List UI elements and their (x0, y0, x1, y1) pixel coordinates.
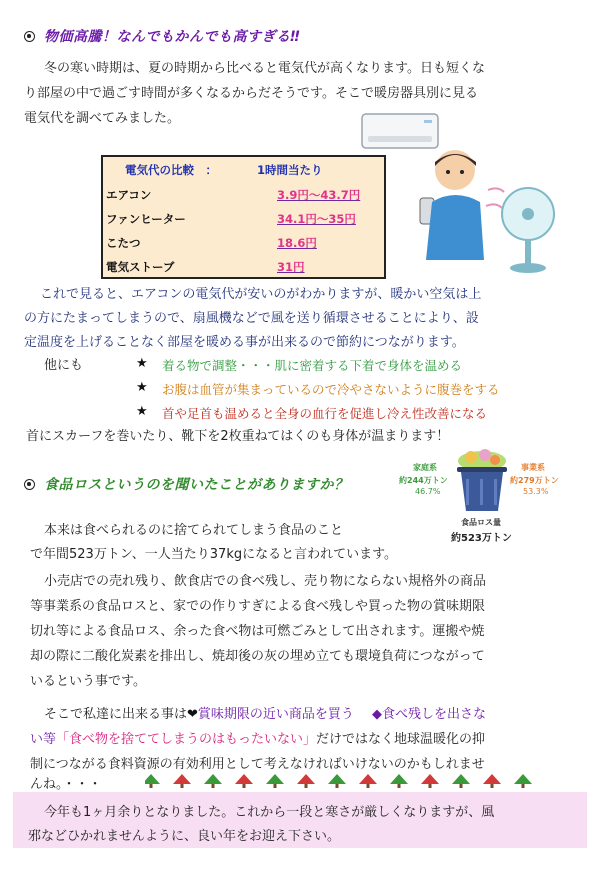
action-lead: そこで私達に出来る事は (44, 707, 188, 722)
tree-icon (421, 774, 439, 784)
tree-icon (173, 774, 191, 784)
action-rest-a: だけではなく地球温暖化の抑 (316, 732, 486, 747)
star-icon: ★ (136, 380, 148, 395)
body-line: の方にたまってしまうので、扇風機などで風を送り循環させることにより、設 (24, 311, 479, 326)
table-row-label: 電気ストーブ (106, 260, 175, 274)
food-loss-line: 切れ等による食品ロス、余った食べ物は可燃ごみとして出されます。運搬や焼 (30, 624, 485, 639)
tree-icon (514, 774, 532, 784)
action-item-1: 賞味期限の近い商品を買う (197, 707, 354, 722)
tree-icon (452, 774, 470, 784)
action-line: んね。・・・ (30, 777, 102, 792)
action-line: 制につながる食料資源の有効利用として考えなければいけないのかもしれませ (30, 757, 485, 772)
tip-item: お腹は血管が集まっているので冷やさないように腹巻をする (162, 382, 500, 397)
christmas-tree-border (145, 772, 555, 790)
person-fan-illustration (410, 150, 570, 280)
tree-icon (359, 774, 377, 784)
food-loss-line: 却の際に二酸化炭素を排出し、焼却後の灰の埋め立ても環境負荷につながって (30, 649, 485, 664)
action-item-2b: い等 (30, 732, 57, 747)
business-label: 事業系 (521, 463, 545, 472)
action-item-2a: 食べ残しを出さな (381, 707, 486, 722)
tree-trunk (522, 784, 525, 788)
food-loss-value: 約523万トン (451, 533, 512, 544)
intro-line: 冬の寒い時期は、夏の時期から比べると電気代が高くなります。日も短くな (44, 61, 485, 76)
tree-trunk (274, 784, 277, 788)
table-header-left: 電気代の比較 ： (125, 163, 217, 177)
mottainai-quote: 「食べ物を捨ててしまうのはもったいない」 (56, 732, 317, 747)
food-loss-graphic (395, 445, 570, 555)
tree-trunk (429, 784, 432, 788)
star-icon: ★ (136, 404, 148, 419)
tree-trunk (491, 784, 494, 788)
body-line: これで見ると、エアコンの電気代が安いのがわかりますが、暖かい空気は上 (40, 287, 482, 302)
table-row-value: 18.6円 (277, 236, 317, 250)
tree-icon (235, 774, 253, 784)
action-line (30, 727, 485, 752)
closing-line: 首にスカーフを巻いたり、靴下を2枚重ねてはくのも身体が温まります！ (26, 429, 450, 444)
tree-icon (483, 774, 501, 784)
food-loss-line: いるという事です。 (30, 674, 146, 689)
tree-icon (266, 774, 284, 784)
star-icon: ★ (136, 356, 148, 371)
food-loss-line: 等事業系の食品ロスと、家での作りすぎによる食べ残しや買った物の賞味期限 (30, 599, 486, 614)
tree-trunk (398, 784, 401, 788)
tree-icon (328, 774, 346, 784)
table-row-label: ファンヒーター (106, 212, 186, 226)
household-value: 約244万トン (399, 476, 448, 485)
section2-title: 食品ロスというのを聞いたことがありますか？ (44, 477, 349, 493)
footer-line: 邪などひかれませんように、良い年をお迎え下さい。 (28, 829, 341, 844)
diamond-icon: ◆ (371, 707, 382, 722)
tip-item: 着る物で調整・・・肌に密着する下着で身体を温める (162, 358, 463, 373)
action-line (44, 702, 486, 727)
tree-trunk (243, 784, 246, 788)
tree-trunk (150, 784, 153, 788)
section-bullet-icon (24, 479, 35, 490)
tree-trunk (181, 784, 184, 788)
tree-trunk (336, 784, 339, 788)
tip-item: 首や足首も温めると全身の血行を促進し冷え性改善になる (162, 406, 488, 421)
tree-trunk (305, 784, 308, 788)
food-loss-line: 小売店での売れ残り、飲食店での食べ残し、売り物にならない規格外の商品 (44, 574, 487, 589)
footer-line: 今年も1ヶ月余りとなりました。これから一段と寒さが厳しくなりますが、風 (44, 805, 495, 820)
table-row-value: 34.1円〜35円 (277, 212, 356, 226)
household-label: 家庭系 (413, 463, 437, 472)
business-value: 約279万トン (510, 476, 559, 485)
heart-icon: ❤ (187, 707, 198, 722)
tree-trunk (212, 784, 215, 788)
section-bullet-icon (24, 31, 35, 42)
tree-icon (390, 774, 408, 784)
table-header-right: 1時間当たり (257, 163, 323, 177)
air-conditioner-illustration (360, 110, 440, 154)
tree-icon (145, 774, 160, 784)
intro-line: 電気代を調べてみました。 (24, 111, 181, 126)
table-row-label: エアコン (106, 188, 152, 202)
food-loss-label: 食品ロス量 (461, 518, 501, 527)
tree-icon (204, 774, 222, 784)
business-pct: 53.3% (523, 487, 549, 496)
electricity-cost-table (101, 155, 386, 279)
table-row-value: 3.9円〜43.7円 (277, 188, 361, 202)
food-loss-line: で年間523万トン、一人当たり37kgになると言われています。 (30, 547, 398, 562)
intro-line: り部屋の中で過ごす時間が多くなるからだそうです。そこで暖房器具別に見る (24, 86, 478, 101)
food-loss-line: 本来は食べられるのに捨てられてしまう食品のこと (44, 523, 344, 538)
section1-title: 物価高騰！なんでもかんでも高すぎる‼ (44, 29, 300, 45)
tree-trunk (460, 784, 463, 788)
tree-icon (297, 774, 315, 784)
table-row-label: こたつ (106, 236, 141, 250)
trash-can-icon (453, 447, 511, 513)
household-pct: 46.7% (415, 487, 441, 496)
tree-trunk (367, 784, 370, 788)
table-row-value: 31円 (277, 260, 305, 274)
others-label: 他にも (44, 358, 84, 373)
body-line: 定温度を上げることなく部屋を暖める事が出来るので節約につながります。 (24, 335, 465, 350)
